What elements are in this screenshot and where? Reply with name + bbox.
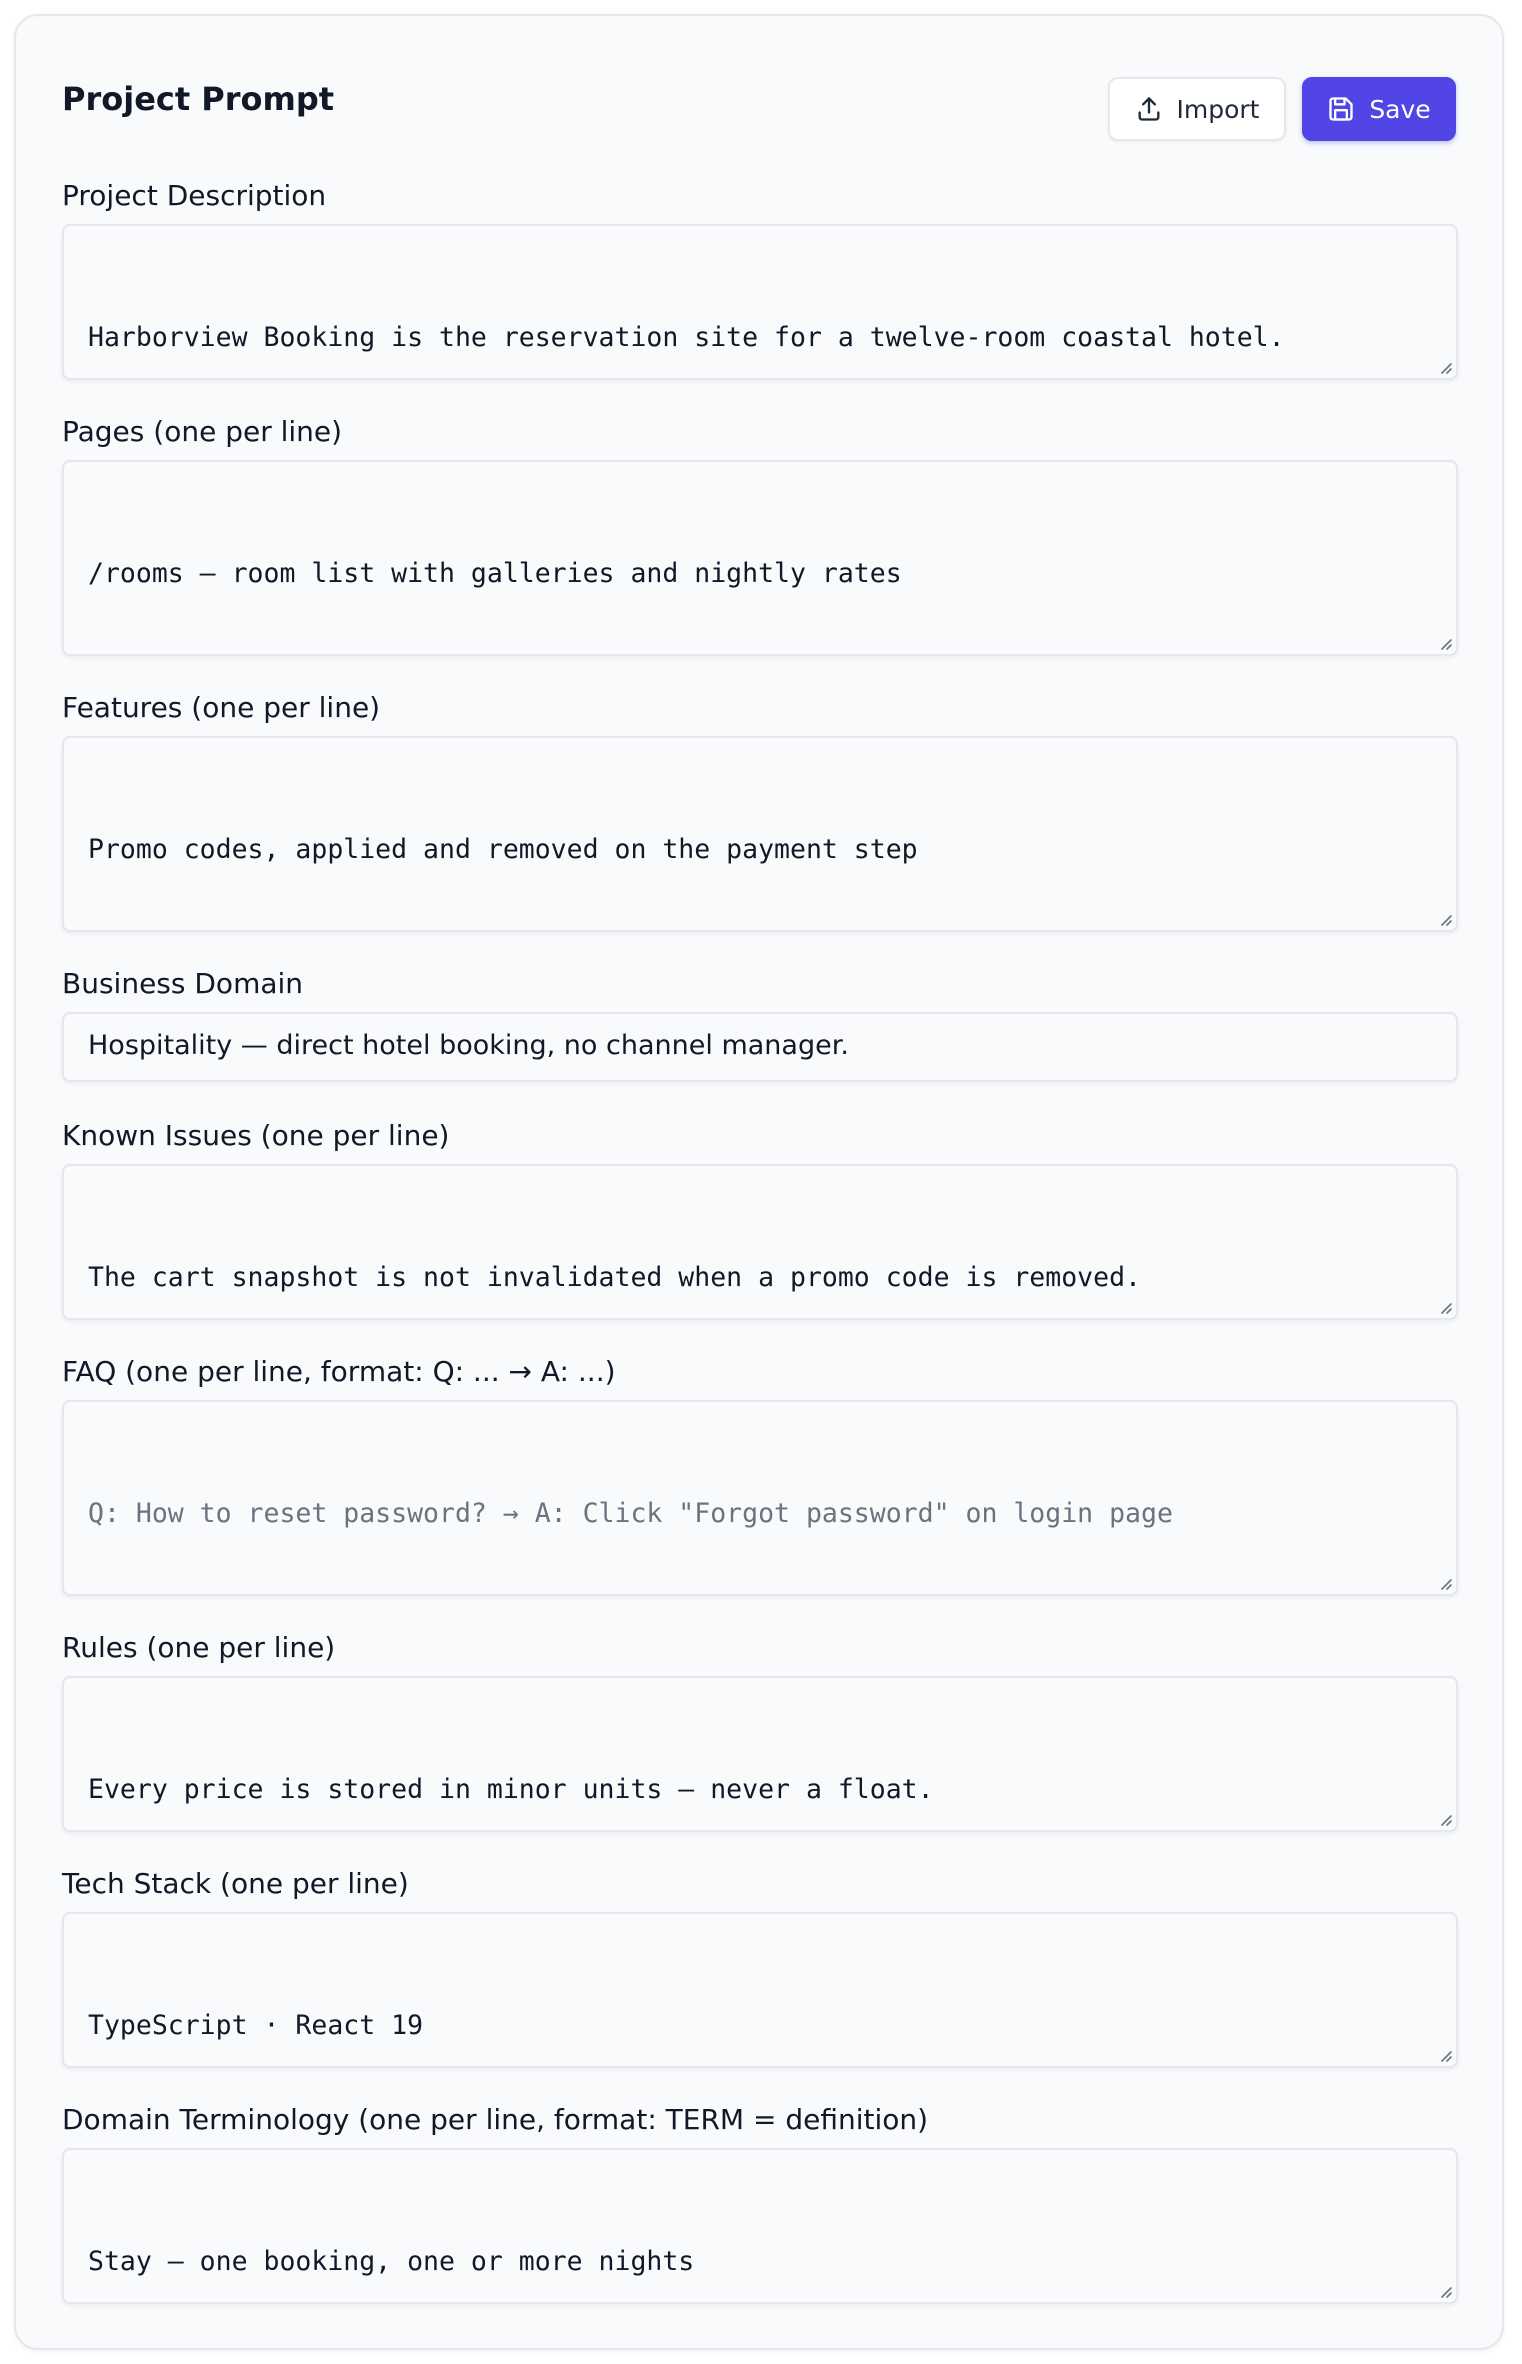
pages-label: Pages (one per line) <box>62 415 343 448</box>
textarea-line: TypeScript · React 19 <box>88 2010 424 2041</box>
features-field <box>62 688 1458 932</box>
import-button[interactable] <box>1108 77 1286 141</box>
features-textarea[interactable] <box>62 736 1458 932</box>
known-issues-textarea[interactable] <box>62 1164 1458 1320</box>
resize-grip-icon[interactable] <box>1436 1574 1452 1590</box>
rules-field <box>62 1628 1458 1832</box>
resize-grip-icon[interactable] <box>1436 2282 1452 2298</box>
domain-terminology-field <box>62 2100 1458 2304</box>
tech-stack-label: Tech Stack (one per line) <box>62 1867 409 1900</box>
textarea-line: Harborview Booking is the reservation site for a twelve-room coastal hotel. <box>88 322 1285 353</box>
upload-icon <box>1135 95 1163 123</box>
business-domain-input[interactable] <box>62 1012 1458 1082</box>
project-description-label: Project Description <box>62 179 327 212</box>
business-domain-value: Hospitality — direct hotel booking, no channel manager. <box>88 1030 849 1061</box>
import-button-label: Import <box>1176 94 1260 124</box>
faq-field <box>62 1352 1458 1596</box>
known-issues-field <box>62 1116 1458 1320</box>
domain-terminology-label: Domain Terminology (one per line, format: TERM = definition) <box>62 2103 929 2136</box>
business-domain-field <box>62 964 1458 1082</box>
domain-terminology-textarea[interactable] <box>62 2148 1458 2304</box>
save-button-label: Save <box>1369 94 1431 124</box>
resize-grip-icon[interactable] <box>1436 1810 1452 1826</box>
textarea-line: /rooms — room list with galleries and nightly rates <box>88 558 902 589</box>
textarea-line: Promo codes, applied and removed on the payment step <box>88 834 918 865</box>
resize-grip-icon[interactable] <box>1436 358 1452 374</box>
resize-grip-icon[interactable] <box>1436 1298 1452 1314</box>
pages-field <box>62 412 1458 656</box>
resize-grip-icon[interactable] <box>1436 910 1452 926</box>
project-prompt-card <box>14 14 1504 2350</box>
rules-textarea[interactable] <box>62 1676 1458 1832</box>
pages-textarea[interactable] <box>62 460 1458 656</box>
tech-stack-textarea[interactable] <box>62 1912 1458 2068</box>
page-title: Project Prompt <box>62 80 335 118</box>
resize-grip-icon[interactable] <box>1436 2046 1452 2062</box>
textarea-line: Every price is stored in minor units — never a float. <box>88 1774 934 1805</box>
textarea-line: Stay — one booking, one or more nights <box>88 2246 695 2277</box>
business-domain-label: Business Domain <box>62 967 304 1000</box>
resize-grip-icon[interactable] <box>1436 634 1452 650</box>
floppy-disk-icon <box>1327 95 1355 123</box>
faq-textarea[interactable] <box>62 1400 1458 1596</box>
project-description-field <box>62 176 1458 380</box>
rules-label: Rules (one per line) <box>62 1631 336 1664</box>
textarea-line: The cart snapshot is not invalidated when a promo code is removed. <box>88 1262 1141 1293</box>
header <box>62 62 1456 128</box>
known-issues-label: Known Issues (one per line) <box>62 1119 450 1152</box>
project-description-textarea[interactable] <box>62 224 1458 380</box>
faq-label: FAQ (one per line, format: Q: ... → A: ...) <box>62 1355 616 1388</box>
save-button[interactable] <box>1302 77 1456 141</box>
placeholder-line: Q: How to reset password? → A: Click "Forgot password" on login page <box>88 1498 1173 1529</box>
tech-stack-field <box>62 1864 1458 2068</box>
features-label: Features (one per line) <box>62 691 381 724</box>
